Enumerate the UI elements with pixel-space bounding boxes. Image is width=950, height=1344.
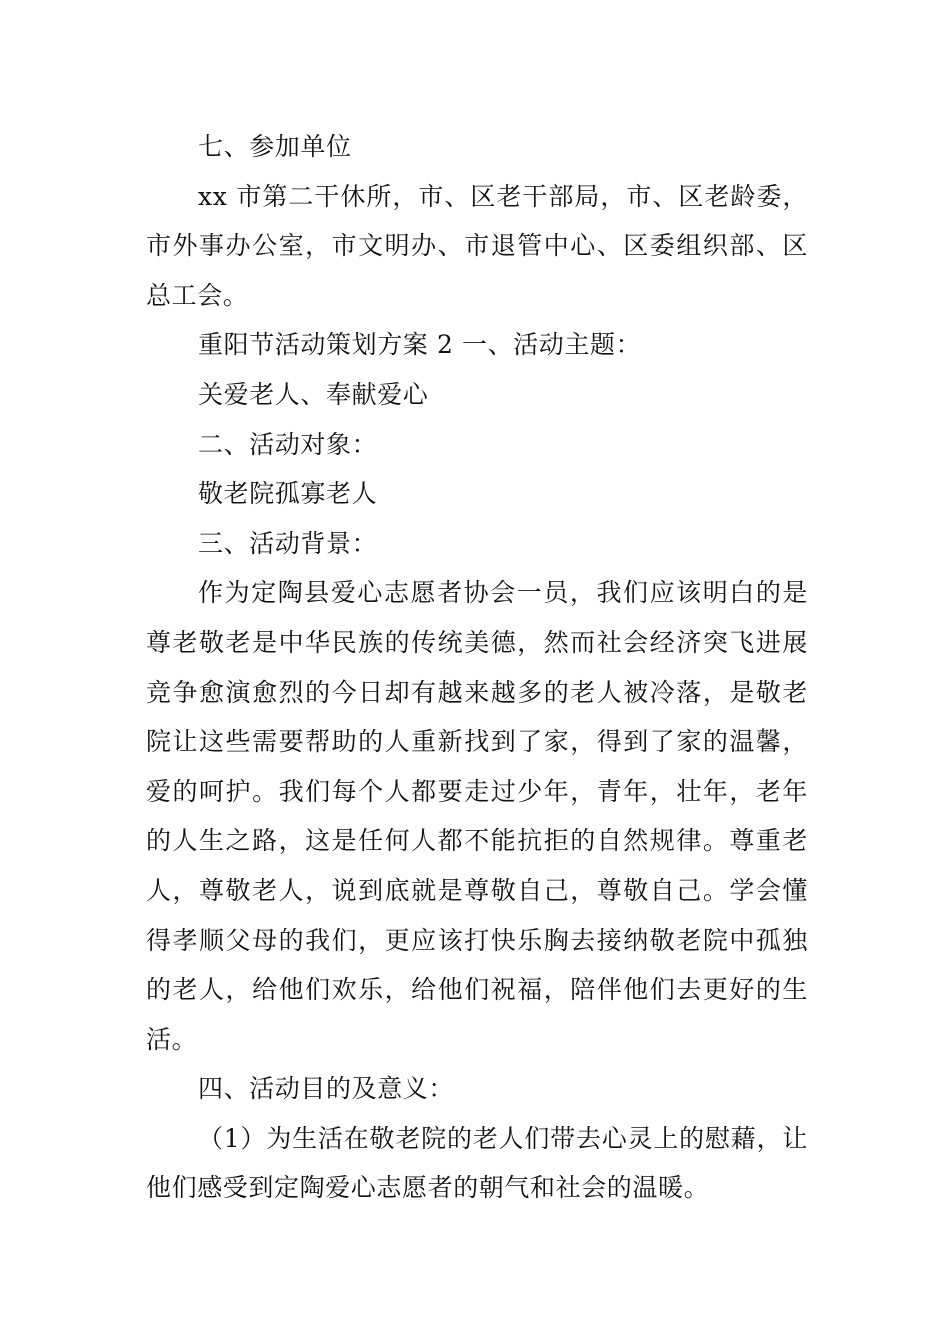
background-paragraph: 作为定陶县爱心志愿者协会一员，我们应该明白的是尊老敬老是中华民族的传统美德，然而社会经济突飞进展竞争愈演愈烈的今日却有越来越多的老人被冷落，是敬老院让这些需要帮助的人重新找到了家，得到了家的温馨，爱的呵护。我们每个人都要走过少年，青年，壮年，老年的人生之路，这是任何人都不能抗拒的自然规律。尊重老人，尊敬老人，说到底就是尊敬自己，尊敬自己。学会懂得孝顺父母的我们，更应该打快乐胸去接纳敬老院中孤独的老人，给他们欢乐，给他们祝福，陪伴他们去更好的生活。 (146, 578, 808, 1054)
target-text: 敬老院孤寡老人 (198, 479, 378, 509)
section-heading-participants: 七、参加单位 (198, 132, 352, 161)
section-heading-purpose: 四、活动目的及意义： (198, 1074, 455, 1104)
purpose-item-1: （1）为生活在敬老院的老人们带去心灵上的慰藉，让他们感受到定陶爱心志愿者的朝气和社会的温暖。 (146, 1123, 808, 1203)
section-heading-background: 三、活动背景： (198, 528, 378, 558)
section-heading-target: 二、活动对象： (198, 429, 378, 459)
plan-2-theme-heading: 重阳节活动策划方案 2 一、活动主题： (198, 330, 642, 360)
theme-text: 关爱老人、奉献爱心 (198, 379, 429, 409)
participants-paragraph: xx 市第二干休所，市、区老干部局，市、区老龄委，市外事办公室，市文明办、市退管中心、区委组织部、区总工会。 (146, 181, 808, 310)
document-body (146, 122, 808, 1213)
